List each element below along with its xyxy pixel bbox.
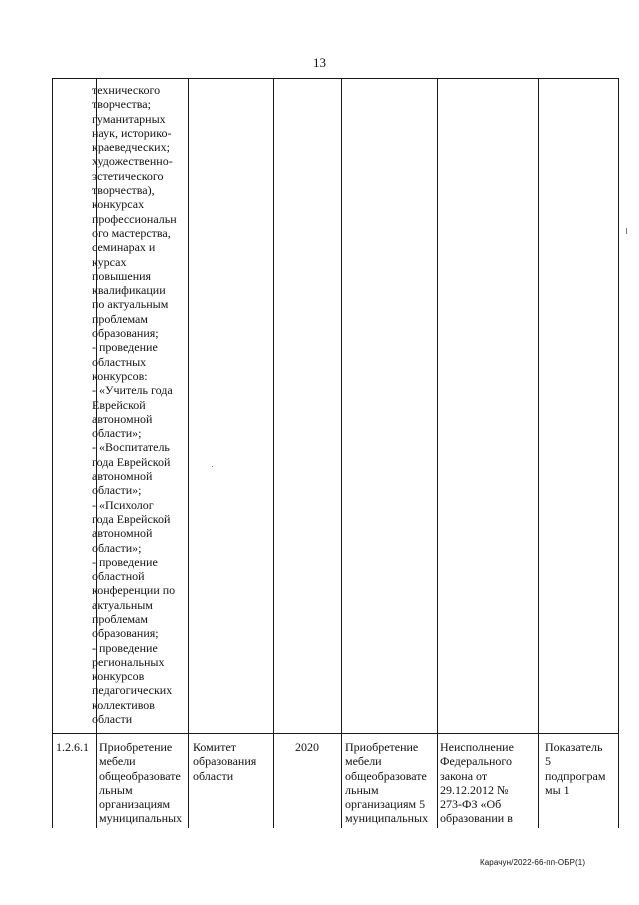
table-rule-top — [52, 78, 619, 79]
measure-description-continued: технического творчества; гуманитарных наук, историко- краеведческих; художественно- эстетического творчества), конкурсах профессиональн ого мастерства, семинарах и курсах повышения квалификации по актуальным проблемам образования; - проведение областных конкурсов: - «Учитель года Еврейской автономной области»; - «Воспитатель года Еврейской автономной области»; - «Психолог года Еврейской автономной области»; - проведение областной конференции по актуальным проблемам образования; - проведение региональных конкурсов педагогических коллективов области — [92, 83, 177, 727]
responsible-executor: Комитет образования области — [193, 740, 257, 783]
table-rule-col-3 — [273, 78, 274, 828]
table-rule-row-separator — [52, 733, 619, 734]
scan-speck — [212, 466, 213, 467]
measure-number: 1.2.6.1 — [56, 740, 89, 754]
table-rule-col-0 — [52, 78, 53, 828]
measure-name: Приобретение мебели общеобразовате льным организациям муниципальных — [99, 740, 183, 826]
table-rule-col-4 — [341, 78, 342, 828]
implementation-year: 2020 — [295, 740, 319, 754]
table-rule-col-7 — [618, 78, 619, 828]
table-rule-col-2 — [188, 78, 189, 828]
table-rule-col-6 — [538, 78, 539, 828]
table-rule-col-5 — [437, 78, 438, 828]
indicator-link: Показатель 5 подпрограм мы 1 — [545, 740, 606, 797]
footer-stamp: Карачун/2022-66-пп-ОБР(1) — [480, 858, 586, 867]
non-implementation-consequences: Неисполнение Федерального закона от 29.12.2012 № 273-ФЗ «Об образовании в — [440, 740, 514, 826]
page-number: 13 — [313, 55, 326, 70]
expected-result: Приобретение мебели общеобразовате льным организациям 5 муниципальных — [345, 740, 429, 826]
scan-speck — [626, 228, 627, 234]
